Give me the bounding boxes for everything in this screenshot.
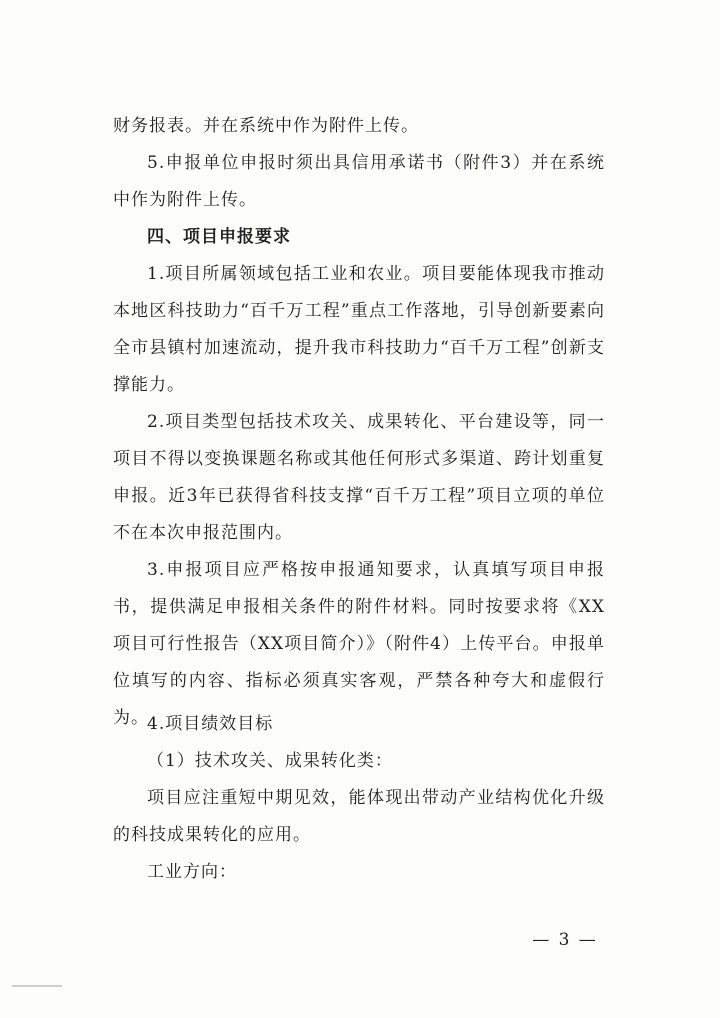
page-number: — 3 —	[532, 930, 598, 950]
paragraph-subitem-1-text: 项目应注重短中期见效，能体现出带动产业结构优化升级的科技成果转化的应用。	[113, 788, 605, 845]
paragraph-item-1: 1.项目所属领域包括工业和农业。项目要能体现我市推动本地区科技助力“百千万工程”重点工作落地，引导创新要素向全市县镇村加速流动，提升我市科技助力“百千万工程”创新支撑能力。	[113, 264, 605, 395]
paragraph-item-4-title: 4.项目绩效目标	[147, 714, 274, 734]
paragraph-continuation: 财务报表。并在系统中作为附件上传。	[113, 116, 419, 136]
paragraph-item-2: 2.项目类型包括技术攻关、成果转化、平台建设等，同一项目不得以变换课题名称或其他任何形式多渠道、跨计划重复申报。近3年已获得省科技支撑“百千万工程”项目立项的单位不在本次申报范围内。	[113, 412, 605, 543]
paragraph-item-3: 3.申报项目应严格按申报通知要求，认真填写项目申报书，提供满足申报相关条件的附件材料。同时按要求将《XX项目可行性报告（XX项目简介）》（附件4）上传平台。申报单位填写的内容、指标必须真实客观，严禁各种夸大和虚假行为。	[113, 560, 605, 728]
section-heading: 四、项目申报要求	[147, 227, 291, 247]
paragraph-subitem-1: （1）技术攻关、成果转化类：	[147, 751, 393, 771]
scan-mark	[12, 985, 62, 987]
paragraph-item-5: 5.申报单位申报时须出具信用承诺书（附件3）并在系统中作为附件上传。	[113, 153, 605, 210]
paragraph-industry-direction: 工业方向：	[147, 862, 237, 882]
